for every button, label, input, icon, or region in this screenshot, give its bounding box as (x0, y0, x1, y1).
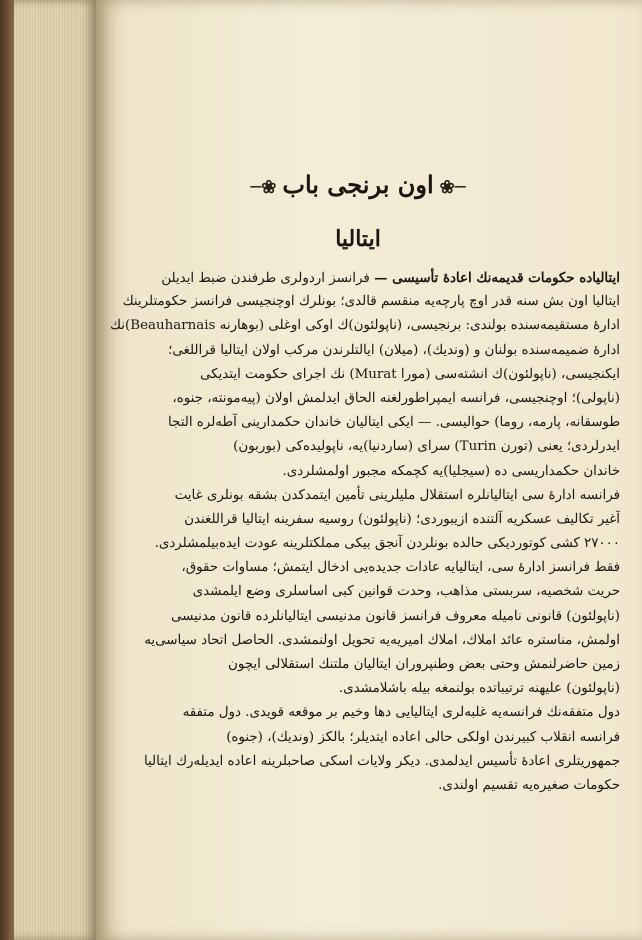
text-line: حریت شخصیه، سربستی مذاهب، وحدت قوانین کبی اساسلری وضع ایلمشدی (192, 584, 620, 600)
text-line: فرانسه ادارهٔ سی ایتالیانلره استقلال ملیلرینی تأمین ایتمدکدن بشقه بونلری غایت (174, 487, 620, 503)
paragraph-lead: ایتالیاده حکومات قدیمه‌نك اعادهٔ تأسیسی — (374, 270, 620, 286)
page-content (96, 0, 620, 940)
text-line: فقط فرانسز ادارهٔ سی، ایتالیایه عادات جدیده‌یی ادخال ایتمش؛ مساوات حقوق، (181, 560, 620, 576)
text-line: جمهوریتلری اعادهٔ تأسیس ایدلمدی. دیکر ولایات اسکی صاحبلرینه اعاده ایدیله‌رك ایتالیا (143, 753, 620, 769)
book-page (96, 0, 642, 940)
text-line: ایتالیاده حکومات قدیمه‌نك اعادهٔ تأسیسی — فرانسز اردولری طرفندن ضبط ایدیلن (161, 270, 620, 286)
ornament-left-icon: ❀─ (250, 177, 277, 198)
text-line: (ناپولئون) قانونی نامیله معروف فرانسز قانون مدنیسی ایتالیانلرده قانون مدنیسی (170, 608, 620, 624)
book-cover-edge (0, 0, 14, 940)
paragraph-3 (100, 701, 620, 798)
text-line: خاندان حکمداریسی ده (سیجلیا)یه کچمکه مجبور اولمشلردی. (282, 463, 620, 479)
chapter-title: اون برنجی باب (282, 170, 434, 199)
ornament-right-icon: ─❀ (439, 177, 466, 198)
paragraph-1 (100, 266, 620, 484)
chapter-heading (96, 170, 620, 199)
text-line: (ناپولئون) علیهنه ترتیباتده بولنمغه بیله باشلامشدی. (338, 681, 620, 697)
section-title: ایتالیا (335, 226, 381, 252)
text-line: (ناپولی)؛ اوچنجیسی، فرانسه ایمپراطورلغنه الحاق ایدلمش اولان (پیه‌مونته، جنوه، (172, 390, 620, 406)
text-line: حکومات صغیره‌یه تقسیم اولندی. (438, 777, 620, 793)
paragraph-2 (100, 484, 620, 702)
text-line: زمین حاضرلنمش وحتی بعض وطنپروران ایتالیان ملتنك استقلالی ایچون (228, 657, 620, 672)
text-line: آغیر تکالیف عسکریه آلتنده ازیبوردی؛ (ناپولئون) روسیه سفرینه ایتالیا قراللغندن (184, 511, 620, 527)
text-line: فرانسه انقلاب کبیرندن اولكی حالی اعاده ایتدیلر؛ بالکز (ونديك)، (جنوه) (226, 729, 620, 745)
text-line: ادارهٔ مستقیمه‌سنده بولندی: برنجیسی، (ناپولئون)ك اوكی اوغلی (بوهارنه Beauharnais)نك (110, 318, 620, 334)
text-line: ایکنجیسی، (ناپولئون)ك انشته‌سی (مورا Murat) نك اجرای حکومت ایتدیکی (200, 366, 620, 382)
text-line: دول متفقه‌نك فرانسه‌یه غلبه‌لری ایتالیایی دها وخیم بر موقعه قویدی. دول متفقه (182, 705, 620, 721)
page-edges (0, 0, 96, 940)
text-line: طوسقانه، پارمه، روما) حوالیسی. — ایکی ایتالیان خاندان حکمدارینی آطه‌لره التجا (167, 415, 620, 431)
text-line: اولمش، مناستره عائد املاك، املاك امیریه‌یه تحویل اولنمشدی. الحاصل اتحاد سیاسی‌یه (144, 632, 620, 648)
text-line: ۲۷۰۰۰ کشی کوتوردیکی حالده بونلردن آنجق بیکی مملکتلرینه عودت ایده‌بیلمشلردی. (154, 536, 620, 552)
text-line: ادارهٔ ضمیمه‌سنده بولنان و (ونديك)، (میلان) ایالتلرندن مركب اولان ایتالیا قراللغی؛ (168, 342, 620, 358)
body-text (100, 266, 620, 798)
text-line: ایتالیا اون بش سنه قدر اوچ پارچه‌یه منقسم قالدی؛ بونلرك اوچنجیسی فرانسز حکومتلرینك (122, 294, 620, 310)
text-line: ایدرلردی؛ یعنی (تورن Turin) سرای (ساردنیا)یه، ناپولیده‌كی (بوربون) (233, 439, 620, 455)
